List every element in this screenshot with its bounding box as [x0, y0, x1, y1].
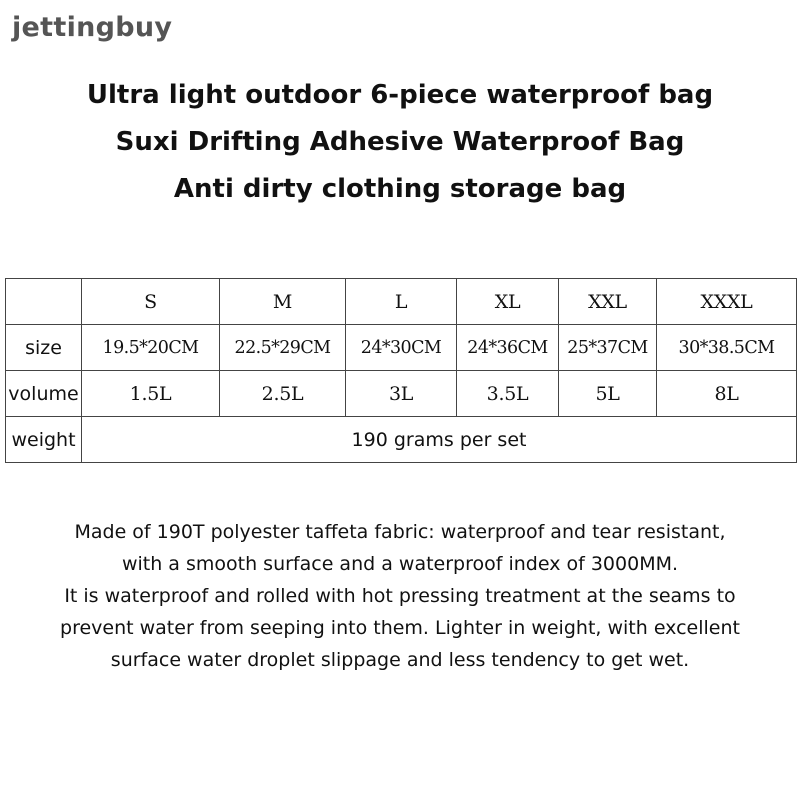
title-block — [0, 72, 800, 213]
row-label-volume: volume — [6, 371, 82, 417]
title-line-2: Suxi Drifting Adhesive Waterproof Bag — [115, 127, 685, 157]
volume-value-xxl: 5L — [559, 371, 657, 417]
weight-value: 190 grams per set — [82, 417, 797, 463]
row-label-weight: weight — [6, 417, 82, 463]
size-header-l: L — [346, 279, 457, 325]
size-value-xl: 24*36CM — [457, 325, 559, 371]
spec-table — [5, 278, 797, 463]
description-line-3: It is waterproof and rolled with hot pressing treatment at the seams to — [64, 585, 736, 607]
table-row-size — [6, 325, 797, 371]
size-value-m: 22.5*29CM — [220, 325, 346, 371]
size-header-m: M — [220, 279, 346, 325]
volume-value-s: 1.5L — [82, 371, 220, 417]
title-line-1: Ultra light outdoor 6-piece waterproof bag — [86, 80, 714, 110]
volume-value-xl: 3.5L — [457, 371, 559, 417]
row-label-size: size — [6, 325, 82, 371]
table-row-volume — [6, 371, 797, 417]
title-line-3: Anti dirty clothing storage bag — [173, 174, 627, 204]
size-header-xxxl: XXXL — [657, 279, 797, 325]
size-value-s: 19.5*20CM — [82, 325, 220, 371]
table-corner-cell — [6, 279, 82, 325]
description-line-2: with a smooth surface and a waterproof index of 3000MM. — [121, 553, 679, 575]
brand-logo: jettingbuy — [12, 12, 173, 43]
description-line-5: surface water droplet slippage and less tendency to get wet. — [110, 649, 690, 671]
volume-value-m: 2.5L — [220, 371, 346, 417]
table-row-weight — [6, 417, 797, 463]
size-value-l: 24*30CM — [346, 325, 457, 371]
description-block — [0, 516, 800, 676]
table-header-row — [6, 279, 797, 325]
size-header-xl: XL — [457, 279, 559, 325]
description-line-4: prevent water from seeping into them. Lighter in weight, with excellent — [60, 617, 740, 639]
size-header-xxl: XXL — [559, 279, 657, 325]
size-value-xxl: 25*37CM — [559, 325, 657, 371]
size-header-s: S — [82, 279, 220, 325]
size-value-xxxl: 30*38.5CM — [657, 325, 797, 371]
volume-value-l: 3L — [346, 371, 457, 417]
volume-value-xxxl: 8L — [657, 371, 797, 417]
description-line-1: Made of 190T polyester taffeta fabric: waterproof and tear resistant, — [74, 521, 726, 543]
